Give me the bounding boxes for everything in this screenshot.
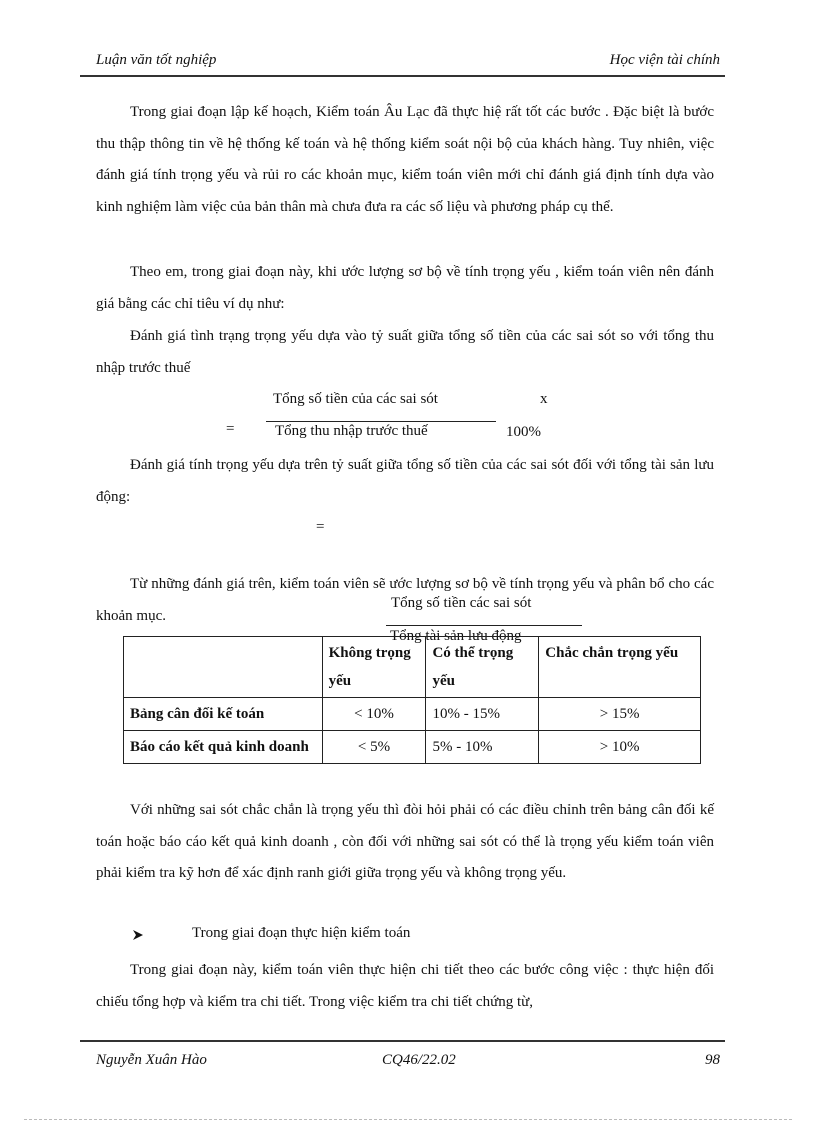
formula1-equals: = (226, 421, 235, 437)
paragraph-ratio-assets: Đánh giá tính trọng yếu dựa trên tỷ suất giữa tổng số tiền của các sai sót đối với tổng tài sản lưu động: (96, 457, 714, 505)
paragraph-allocation: Từ những đánh giá trên, kiểm toán viên sẽ ước lượng sơ bộ về tính trọng yếu và phân bổ cho các khoản mục. (96, 576, 714, 624)
table-header-cell: Chắc chắn trọng yếu (539, 637, 701, 698)
table-cell: > 10% (539, 731, 701, 764)
formula1-fraction-bar (266, 421, 496, 422)
paragraph-execution: Trong giai đoạn này, kiểm toán viên thực hiện chi tiết theo các bước công việc : thực hiện đối chiếu tổng hợp và kiểm tra chi tiết. Trong việc kiểm tra chi tiết chứng từ, (96, 962, 714, 1010)
header-divider (80, 75, 725, 77)
table-header-row (124, 637, 701, 698)
arrow-bullet-icon (132, 929, 144, 946)
footer-page-number: 98 (705, 1052, 720, 1068)
formula1-denominator: Tổng thu nhập trước thuế (275, 423, 428, 439)
paragraph-planning-review: Trong giai đoạn lập kế hoạch, Kiểm toán Âu Lạc đã thực hiệ rất tốt các bước . Đặc biệt là bước thu thập thông tin về hệ thống kế toán và hệ thống kiểm soát nội bộ của khách hàng. Tuy nhiên, việc đánh giá tính trọng yếu và rủi ro các khoản mục, kiểm toán viên mới chỉ đánh giá định tính dựa vào kinh nghiệm làm việc của bản thân mà chưa đưa ra các số liệu và phương pháp cụ thể. (96, 104, 714, 216)
table-cell: 10% - 15% (426, 698, 539, 731)
footer-author: Nguyễn Xuân Hào (96, 1052, 207, 1068)
table-header-cell (124, 637, 323, 698)
formula1-times: x (540, 391, 548, 407)
table-cell: > 15% (539, 698, 701, 731)
header-left: Luận văn tốt nghiệp (96, 52, 217, 68)
table-cell: 5% - 10% (426, 731, 539, 764)
table-row (124, 698, 701, 731)
table-header-cell: Không trọng yếu (322, 637, 426, 698)
table-row-label: Báo cáo kết quả kinh doanh (124, 731, 323, 764)
formula2-denominator: Tổng tài sản lưu động (390, 628, 522, 644)
materiality-table (123, 636, 701, 764)
formula2-numerator: Tổng số tiền các sai sót (391, 595, 532, 611)
formula1-numerator: Tổng số tiền của các sai sót (273, 391, 438, 407)
paragraph-suggestion: Theo em, trong giai đoạn này, khi ước lượng sơ bộ về tính trọng yếu , kiểm toán viên nên đánh giá bằng các chỉ tiêu ví dụ như: (96, 264, 714, 312)
page-bottom-border (24, 1119, 792, 1120)
footer-class-code: CQ46/22.02 (382, 1052, 456, 1068)
paragraph-ratio-income: Đánh giá tình trạng trọng yếu dựa vào tỷ suất giữa tổng số tiền của các sai sót so với tổng thu nhập trước thuế (96, 328, 714, 376)
table-cell: < 10% (322, 698, 426, 731)
formula2-fraction-bar (386, 625, 582, 626)
paragraph-adjustments: Với những sai sót chắc chắn là trọng yếu thì đòi hỏi phải có các điều chỉnh trên bảng cân đối kế toán hoặc báo cáo kết quả kinh doanh , còn đối với những sai sót có thể là trọng yếu kiểm toán viên phải kiểm tra kỹ hơn để xác định ranh giới giữa trọng yếu và không trọng yếu. (96, 802, 714, 882)
formula1-percent: 100% (506, 424, 541, 440)
table-header-cell: Có thể trọng yếu (426, 637, 539, 698)
header-right: Học viện tài chính (609, 52, 720, 68)
table-row-label: Bảng cân đối kế toán (124, 698, 323, 731)
bullet-heading: Trong giai đoạn thực hiện kiểm toán (192, 925, 411, 941)
table-row (124, 731, 701, 764)
footer-divider (80, 1040, 725, 1042)
formula2-equals: = (316, 519, 325, 535)
table-cell: < 5% (322, 731, 426, 764)
